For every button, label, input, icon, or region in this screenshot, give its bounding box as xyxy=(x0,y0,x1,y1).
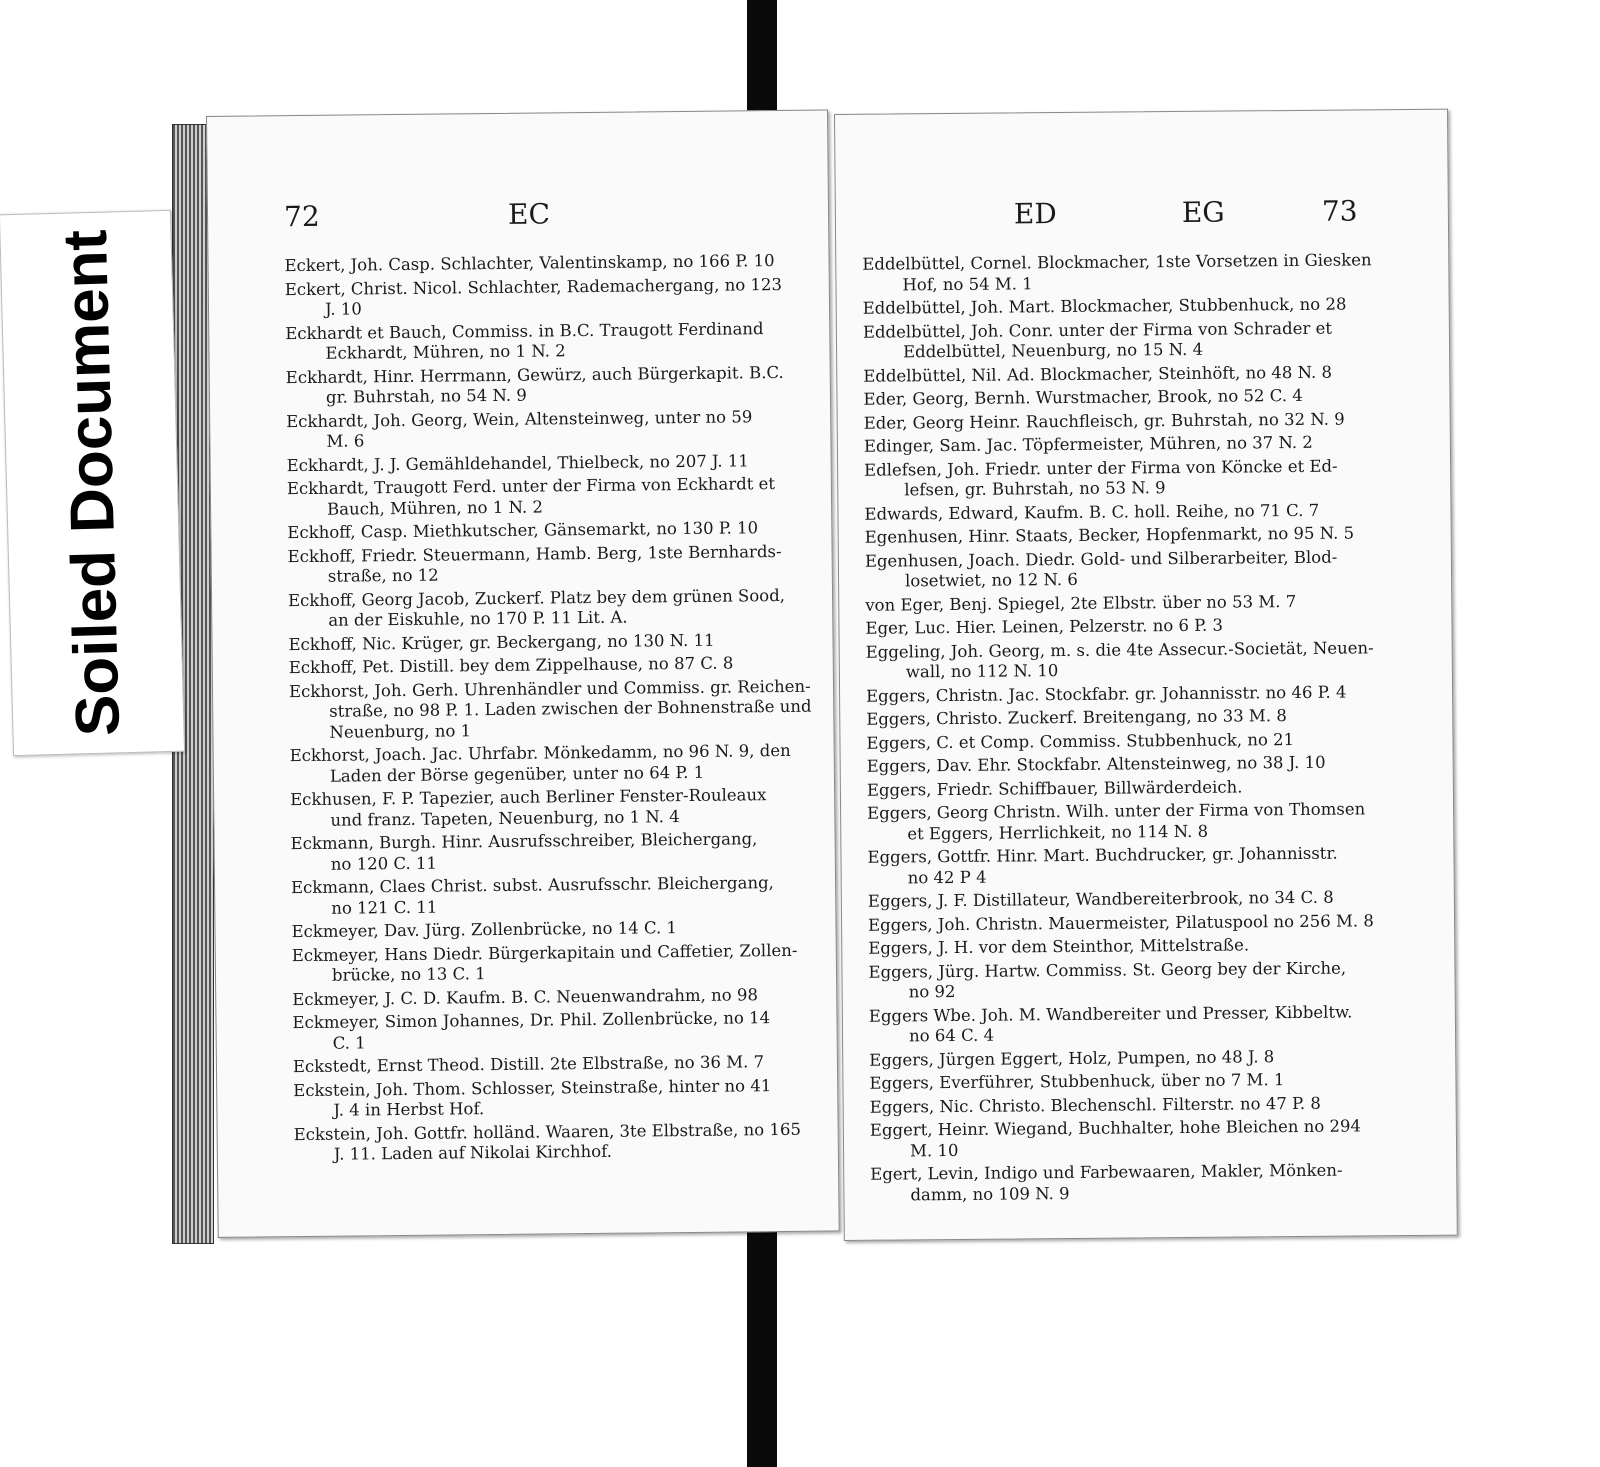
entry-line: Eckhoff, Nic. Krüger, gr. Beckergang, no 130 N. 11 xyxy=(288,630,715,654)
directory-entry xyxy=(288,541,792,587)
entry-line: Eggers, J. F. Distillateur, Wandbereiterbrook, no 34 C. 8 xyxy=(867,887,1334,911)
directory-entry xyxy=(863,318,1393,364)
entry-line: Eckmeyer, J. C. D. Kaufm. B. C. Neuenwandrahm, no 98 xyxy=(292,984,758,1009)
entry-line: Eckhardt, Joh. Georg, Wein, Altensteinweg, unter no 59 xyxy=(286,406,753,431)
entry-line: Eggers, Joh. Christn. Mauermeister, Pilatuspool no 256 M. 8 xyxy=(867,910,1374,935)
entry-line: an der Eiskuhle, no 170 P. 11 Lit. A. xyxy=(328,607,628,630)
entry-line: no 120 C. 11 xyxy=(330,853,438,874)
directory-entry xyxy=(292,1008,796,1054)
entry-line: Eckhardt, J. J. Gemähldehandel, Thielbeck, no 207 J. 11 xyxy=(286,450,749,475)
entry-line: Egert, Levin, Indigo und Farbewaaren, Makler, Mönken- xyxy=(870,1160,1343,1184)
right-page xyxy=(834,109,1458,1241)
entry-line: und franz. Tapeten, Neuenburg, no 1 N. 4 xyxy=(330,806,680,830)
left-page-header xyxy=(208,194,828,240)
directory-entry xyxy=(290,741,794,787)
directory-entry xyxy=(869,1069,1399,1094)
entry-line: lefsen, gr. Buhrstah, no 53 N. 9 xyxy=(904,478,1166,500)
directory-entry xyxy=(867,752,1397,777)
directory-entry xyxy=(864,456,1394,502)
directory-entry xyxy=(868,958,1398,1004)
entry-line: Eddelbüttel, Joh. Mart. Blockmacher, Stubbenhuck, no 28 xyxy=(862,294,1347,318)
entry-line: Eckert, Christ. Nicol. Schlachter, Rademachergang, no 123 xyxy=(284,274,783,299)
left-page-number: 72 xyxy=(283,199,320,234)
entry-line: Eckhardt et Bauch, Commiss. in B.C. Traugott Ferdinand xyxy=(285,318,764,343)
right-page-heading-1: ED xyxy=(1013,197,1057,231)
directory-entry xyxy=(868,887,1398,912)
directory-entry xyxy=(864,409,1394,434)
entry-line: Eckert, Joh. Casp. Schlachter, Valentinskamp, no 166 P. 10 xyxy=(284,251,775,276)
entry-line: Egenhusen, Hinr. Staats, Becker, Hopfenmarkt, no 95 N. 5 xyxy=(864,523,1355,547)
left-page xyxy=(206,109,840,1237)
directory-entry xyxy=(293,1075,797,1121)
entry-line: Eggers Wbe. Joh. M. Wandbereiter und Presser, Kibbeltw. xyxy=(868,1002,1353,1026)
entry-line: Neuenburg, no 1 xyxy=(329,720,472,742)
entry-line: no 121 C. 11 xyxy=(331,897,438,918)
directory-entry xyxy=(291,873,795,919)
left-page-heading: EC xyxy=(507,197,551,231)
entry-line: Eckhorst, Joh. Gerh. Uhrenhändler und Commiss. gr. Reichen- xyxy=(288,676,811,701)
right-page-header xyxy=(836,194,1448,239)
entry-line: Eggers, Dav. Ehr. Stockfabr. Altensteinweg, no 38 J. 10 xyxy=(866,752,1326,776)
directory-entry xyxy=(870,1116,1400,1162)
directory-entry xyxy=(285,318,789,364)
directory-entry xyxy=(864,432,1394,457)
entry-line: Eckhoff, Casp. Miethkutscher, Gänsemarkt, no 130 P. 10 xyxy=(287,518,759,543)
entry-line: Eckmeyer, Simon Johannes, Dr. Phil. Zollenbrücke, no 14 xyxy=(292,1008,771,1033)
directory-entry xyxy=(865,591,1395,616)
directory-entry xyxy=(863,294,1393,319)
entry-line: Eckhoff, Friedr. Steuermann, Hamb. Berg, 1ste Bernhards- xyxy=(287,541,782,566)
directory-entry xyxy=(868,934,1398,959)
directory-entry xyxy=(290,785,794,831)
entry-line: Eddelbüttel, Neuenburg, no 15 N. 4 xyxy=(902,339,1204,362)
entry-line: Eckhardt, Hinr. Herrmann, Gewürz, auch Bürgerkapit. B.C. xyxy=(285,362,784,387)
directory-entry xyxy=(287,474,791,520)
directory-entry xyxy=(284,251,788,277)
entry-line: Eckhardt, Mühren, no 1 N. 2 xyxy=(325,341,566,363)
entry-line: Eckhusen, F. P. Tapezier, auch Berliner Fenster-Rouleaux xyxy=(290,785,767,810)
entry-line: no 42 P 4 xyxy=(907,867,987,887)
directory-entry xyxy=(288,585,792,631)
directory-entry xyxy=(865,547,1395,593)
entry-line: brücke, no 13 C. 1 xyxy=(331,964,486,985)
entry-line: Eckmeyer, Hans Diedr. Bürgerkapitain und Caffetier, Zollen- xyxy=(291,940,798,965)
entry-line: Eggers, Georg Christn. Wilh. unter der Firma von Thomsen xyxy=(867,799,1366,823)
entry-line: losetwiet, no 12 N. 6 xyxy=(904,569,1078,591)
entry-line: no 64 C. 4 xyxy=(908,1025,995,1046)
directory-entry xyxy=(862,250,1392,296)
directory-entry xyxy=(863,362,1393,387)
entry-line: straße, no 12 xyxy=(327,565,439,586)
entry-line: Eckstein, Joh. Gottfr. holländ. Waaren, 3te Elbstraße, no 165 xyxy=(293,1119,802,1144)
entry-line: damm, no 109 N. 9 xyxy=(910,1183,1070,1204)
directory-entry xyxy=(866,729,1396,754)
entry-line: Edlefsen, Joh. Friedr. unter der Firma von Köncke et Ed- xyxy=(864,456,1338,480)
soiled-document-label xyxy=(0,210,185,756)
directory-entry xyxy=(869,1002,1399,1048)
entry-line: gr. Buhrstah, no 54 N. 9 xyxy=(325,385,527,407)
directory-entry xyxy=(868,911,1398,936)
label-text: Soiled Document xyxy=(50,228,134,738)
directory-entry xyxy=(285,274,789,320)
entry-line: Eckstedt, Ernst Theod. Distill. 2te Elbstraße, no 36 M. 7 xyxy=(292,1052,765,1077)
entry-line: Eddelbüttel, Nil. Ad. Blockmacher, Steinhöft, no 48 N. 8 xyxy=(863,362,1333,386)
entry-line: wall, no 112 N. 10 xyxy=(905,661,1059,682)
entry-line: Eder, Georg, Bernh. Wurstmacher, Brook, no 52 C. 4 xyxy=(863,385,1303,409)
entry-line: M. 10 xyxy=(909,1140,959,1160)
directory-entry xyxy=(291,829,795,875)
directory-entry xyxy=(292,984,796,1010)
directory-entry xyxy=(864,500,1394,525)
entry-line: Eckhoff, Georg Jacob, Zuckerf. Platz bey dem grünen Sood, xyxy=(287,585,786,610)
entry-line: Laden der Börse gegenüber, unter no 64 P. 1 xyxy=(329,762,705,786)
entry-line: M. 6 xyxy=(326,431,365,451)
entry-line: Eggers, Everführer, Stubbenhuck, über no 7 M. 1 xyxy=(869,1070,1285,1093)
entry-line: Edwards, Edward, Kaufm. B. C. holl. Reihe, no 71 C. 7 xyxy=(864,500,1320,524)
right-entry-list xyxy=(862,250,1400,1209)
directory-entry xyxy=(865,614,1395,639)
right-page-number: 73 xyxy=(1321,194,1358,228)
directory-entry xyxy=(292,940,796,986)
directory-entry xyxy=(869,1046,1399,1071)
entry-line: J. 4 in Herbst Hof. xyxy=(333,1099,485,1120)
entry-line: C. 1 xyxy=(332,1032,366,1053)
entry-line: Eggeling, Joh. Georg, m. s. die 4te Assecur.-Societät, Neuen- xyxy=(865,637,1374,662)
directory-entry xyxy=(293,1119,802,1165)
entry-line: Eder, Georg Heinr. Rauchfleisch, gr. Buhrstah, no 32 N. 9 xyxy=(863,409,1345,433)
entry-line: straße, no 98 P. 1. Laden zwischen der Bohnenstraße und xyxy=(329,696,812,721)
entry-line: Eggers, Gottfr. Hinr. Mart. Buchdrucker, gr. Johannisstr. xyxy=(867,843,1338,867)
entry-line: Bauch, Mühren, no 1 N. 2 xyxy=(327,496,543,519)
directory-entry xyxy=(288,676,812,743)
entry-line: J. 10 xyxy=(324,299,362,319)
entry-line: Eggers, Jürg. Hartw. Commiss. St. Georg bey der Kirche, xyxy=(868,958,1347,982)
entry-line: Eckmann, Burgh. Hinr. Ausrufsschreiber, Bleichergang, xyxy=(290,829,758,854)
directory-entry xyxy=(286,406,790,452)
entry-line: von Eger, Benj. Spiegel, 2te Elbstr. über no 53 M. 7 xyxy=(865,591,1297,615)
entry-line: Eggers, C. et Comp. Commiss. Stubbenhuck, no 21 xyxy=(866,729,1295,753)
entry-line: Eger, Luc. Hier. Leinen, Pelzerstr. no 6 P. 3 xyxy=(865,615,1224,638)
entry-line: Eggers, Christn. Jac. Stockfabr. gr. Johannisstr. no 46 P. 4 xyxy=(865,682,1347,706)
entry-line: Eggert, Heinr. Wiegand, Buchhalter, hohe Bleichen no 294 xyxy=(869,1116,1362,1140)
directory-entry xyxy=(287,518,791,544)
entry-line: Edinger, Sam. Jac. Töpfermeister, Mühren, no 37 N. 2 xyxy=(863,432,1313,456)
directory-entry xyxy=(867,776,1397,801)
directory-entry xyxy=(867,799,1397,845)
entry-line: J. 11. Laden auf Nikolai Kirchhof. xyxy=(333,1141,613,1164)
directory-entry xyxy=(863,385,1393,410)
directory-entry xyxy=(287,450,791,476)
directory-entry xyxy=(866,638,1396,684)
entry-line: Eggers, Nic. Christo. Blechenschl. Filterstr. no 47 P. 8 xyxy=(869,1093,1321,1117)
entry-line: Hof, no 54 M. 1 xyxy=(902,273,1033,294)
directory-entry xyxy=(291,917,795,943)
entry-line: Eckhardt, Traugott Ferd. unter der Firma von Eckhardt et xyxy=(286,474,776,499)
entry-line: Eckmann, Claes Christ. subst. Ausrufsschr. Bleichergang, xyxy=(290,873,774,898)
entry-line: Eggers, J. H. vor dem Steinthor, Mittelstraße. xyxy=(868,935,1250,958)
directory-entry xyxy=(867,843,1397,889)
directory-entry xyxy=(865,523,1395,548)
directory-entry xyxy=(870,1093,1400,1118)
directory-entry xyxy=(286,362,790,408)
entry-line: Eddelbüttel, Joh. Conr. unter der Firma von Schrader et xyxy=(862,318,1333,342)
directory-entry xyxy=(870,1160,1400,1206)
binding-strap-top xyxy=(747,0,777,128)
entry-line: no 92 xyxy=(908,981,956,1002)
entry-line: Eggers, Christo. Zuckerf. Breitengang, no 33 M. 8 xyxy=(866,706,1287,729)
directory-entry xyxy=(289,653,793,679)
directory-entry xyxy=(293,1052,797,1078)
directory-entry xyxy=(866,705,1396,730)
right-page-heading-2: EG xyxy=(1181,195,1225,229)
binding-strap-bottom xyxy=(747,1232,777,1467)
directory-entry xyxy=(866,682,1396,707)
directory-entry xyxy=(288,629,792,655)
entry-line: Egenhusen, Joach. Diedr. Gold- und Silberarbeiter, Blod- xyxy=(864,547,1338,571)
entry-line: Eggers, Jürgen Eggert, Holz, Pumpen, no 48 J. 8 xyxy=(869,1046,1275,1070)
entry-line: Eckhoff, Pet. Distill. bey dem Zippelhause, no 87 C. 8 xyxy=(288,653,734,678)
entry-line: Eckhorst, Joach. Jac. Uhrfabr. Mönkedamm, no 96 N. 9, den xyxy=(289,740,791,766)
entry-line: Eggers, Friedr. Schiffbauer, Billwärderdeich. xyxy=(866,776,1243,800)
entry-line: et Eggers, Herrlichkeit, no 114 N. 8 xyxy=(907,821,1209,843)
left-entry-list xyxy=(284,251,812,1169)
entry-line: Eddelbüttel, Cornel. Blockmacher, 1ste Vorsetzen in Giesken xyxy=(862,250,1372,274)
entry-line: Eckstein, Joh. Thom. Schlosser, Steinstraße, hinter no 41 xyxy=(293,1075,772,1100)
entry-line: Eckmeyer, Dav. Jürg. Zollenbrücke, no 14 C. 1 xyxy=(291,918,678,942)
